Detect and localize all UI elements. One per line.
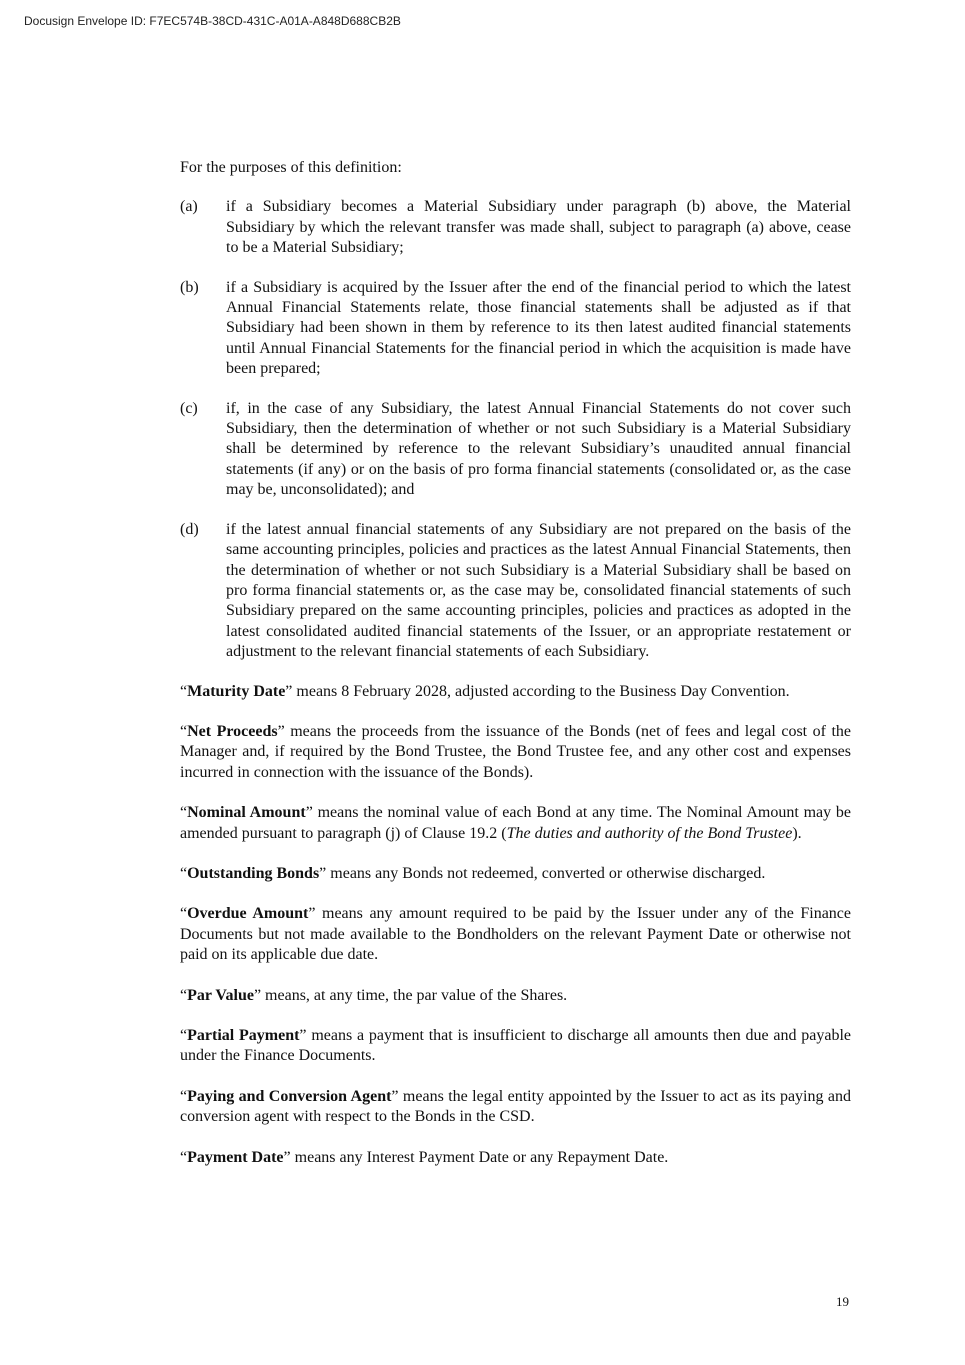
list-item-text: if the latest annual financial statements of any Subsidiary are not prepared on the basis of the same accounting principles, policies and practices as the latest Annual Financial Statements, then the determination of whether or not such Subsidiary is a Material Subsidiary shall be based on pro forma financial statements or, as the case may be, consolidated financial statements of such Subsidiary prepared on the same accounting principles, policies and practices as adopted in the latest consolidated audited financial statements of the Issuer, or an appropriate restatement or adjustment to the relevant financial statements of each Subsidiary. bbox=[226, 520, 851, 661]
list-item-label: (c) bbox=[180, 399, 198, 417]
definition-text: means 8 February 2028, adjusted according to the Business Day Convention. bbox=[292, 682, 790, 700]
definition-term: Net Proceeds bbox=[187, 722, 278, 740]
definition-term: Paying and Conversion Agent bbox=[187, 1087, 392, 1105]
definition-term: Outstanding Bonds bbox=[187, 864, 320, 882]
list-item-label: (a) bbox=[180, 198, 198, 216]
definition-term: Payment Date bbox=[187, 1148, 284, 1166]
definition-net-proceeds: “Net Proceeds” means the proceeds from the issuance of the Bonds (net of fees and legal cost of the Manager and, if required by the Bond Trustee, the Bond Trustee fee, and any other cost and expenses incurred in connection with the issuance of the Bonds). bbox=[180, 722, 852, 781]
list-item-label: (d) bbox=[180, 520, 199, 538]
definition-payment-date: “Payment Date” means any Interest Payment Date or any Repayment Date. bbox=[180, 1148, 669, 1166]
definition-paying-agent: “Paying and Conversion Agent” means the legal entity appointed by the Issuer to act as its paying and conversion agent with respect to the Bonds in the CSD. bbox=[180, 1087, 851, 1126]
definition-term: Par Value bbox=[187, 986, 254, 1004]
list-item-d bbox=[180, 520, 851, 663]
definition-text: means the proceeds from the issuance of the Bonds (net of fees and legal cost of the Manager and, if required by the Bond Trustee, the Bond Trustee fee, and any other cost and expenses incurred in connection with the issuance of the Bonds). bbox=[180, 722, 852, 781]
document-body bbox=[180, 158, 851, 1188]
definition-outstanding-bonds: “Outstanding Bonds” means any Bonds not redeemed, converted or otherwise discharged. bbox=[180, 864, 766, 882]
list-item-b bbox=[180, 278, 851, 380]
envelope-id: Docusign Envelope ID: F7EC574B-38CD-431C-A01A-A848D688CB2B bbox=[24, 14, 401, 28]
definition-overdue-amount: “Overdue Amount” means any amount required to be paid by the Issuer under any of the Finance Documents but not made available to the Bondholders on the relevant Payment Date or otherwise not paid on its applicable due date. bbox=[180, 905, 851, 964]
list-item-text: if a Subsidiary is acquired by the Issuer after the end of the financial period to which the latest Annual Financial Statements relate, those financial statements shall be adjusted as if that Subsidiary had been shown in them by reference to its then latest audited financial statements until Annual Financial Statements for the financial period in which the acquisition is made have been prepared; bbox=[226, 278, 851, 378]
definition-text: means a payment that is insufficient to discharge all amounts then due and payable under the Finance Documents. bbox=[180, 1027, 851, 1065]
definition-text: means, at any time, the par value of the Shares. bbox=[261, 986, 568, 1004]
definition-term: Overdue Amount bbox=[187, 905, 309, 923]
definition-text: means any amount required to be paid by the Issuer under any of the Finance Documents but not made available to the Bondholders on the relevant Payment Date or otherwise not paid on its applicable due date. bbox=[180, 905, 851, 964]
definition-text: means the nominal value of each Bond at any time. The Nominal Amount may be amended pursuant to paragraph (j) of Clause 19.2 ( bbox=[180, 804, 852, 842]
definition-text: means the legal entity appointed by the Issuer to act as its paying and conversion agent with respect to the Bonds in the CSD. bbox=[180, 1087, 851, 1126]
clause-reference: The duties and authority of the Bond Trustee bbox=[506, 824, 793, 842]
definition-partial-payment: “Partial Payment” means a payment that is insufficient to discharge all amounts then due and payable under the Finance Documents. bbox=[180, 1027, 851, 1065]
list-item-c bbox=[180, 399, 851, 501]
list-item-label: (b) bbox=[180, 278, 199, 296]
list-item-a bbox=[180, 197, 851, 258]
page-number: 19 bbox=[836, 1294, 849, 1309]
list-item-text: if a Subsidiary becomes a Material Subsidiary under paragraph (b) above, the Material Subsidiary by which the relevant transfer was made shall, subject to paragraph (a) above, cease to be a Material Subsidiary; bbox=[226, 198, 851, 257]
definition-text: means any Interest Payment Date or any Repayment Date. bbox=[290, 1148, 669, 1166]
definition-term: Partial Payment bbox=[187, 1027, 300, 1044]
list-item-text: if, in the case of any Subsidiary, the latest Annual Financial Statements do not cover such Subsidiary, then the determination of whether or not such Subsidiary is a Material Subsidiary shall be determined by reference to the relevant Subsidiary’s unaudited annual financial statements (if any) or on the basis of pro forma financial statements (consolidated or, as the case may be, unconsolidated); and bbox=[226, 399, 851, 499]
definition-nominal-amount: “Nominal Amount” means the nominal value of each Bond at any time. The Nominal Amount may be amended pursuant to paragraph (j) of Clause 19.2 (The duties and authority of the Bond Trustee). bbox=[180, 804, 852, 842]
definition-term: Maturity Date bbox=[187, 682, 286, 700]
definition-text: means any Bonds not redeemed, converted or otherwise discharged. bbox=[326, 864, 766, 882]
definition-term: Nominal Amount bbox=[187, 804, 306, 822]
intro-text: For the purposes of this definition: bbox=[180, 159, 402, 176]
definition-par-value: “Par Value” means, at any time, the par value of the Shares. bbox=[180, 986, 568, 1004]
definition-tail: ). bbox=[792, 824, 802, 842]
definition-maturity-date: “Maturity Date” means 8 February 2028, adjusted according to the Business Day Convention. bbox=[180, 682, 790, 700]
